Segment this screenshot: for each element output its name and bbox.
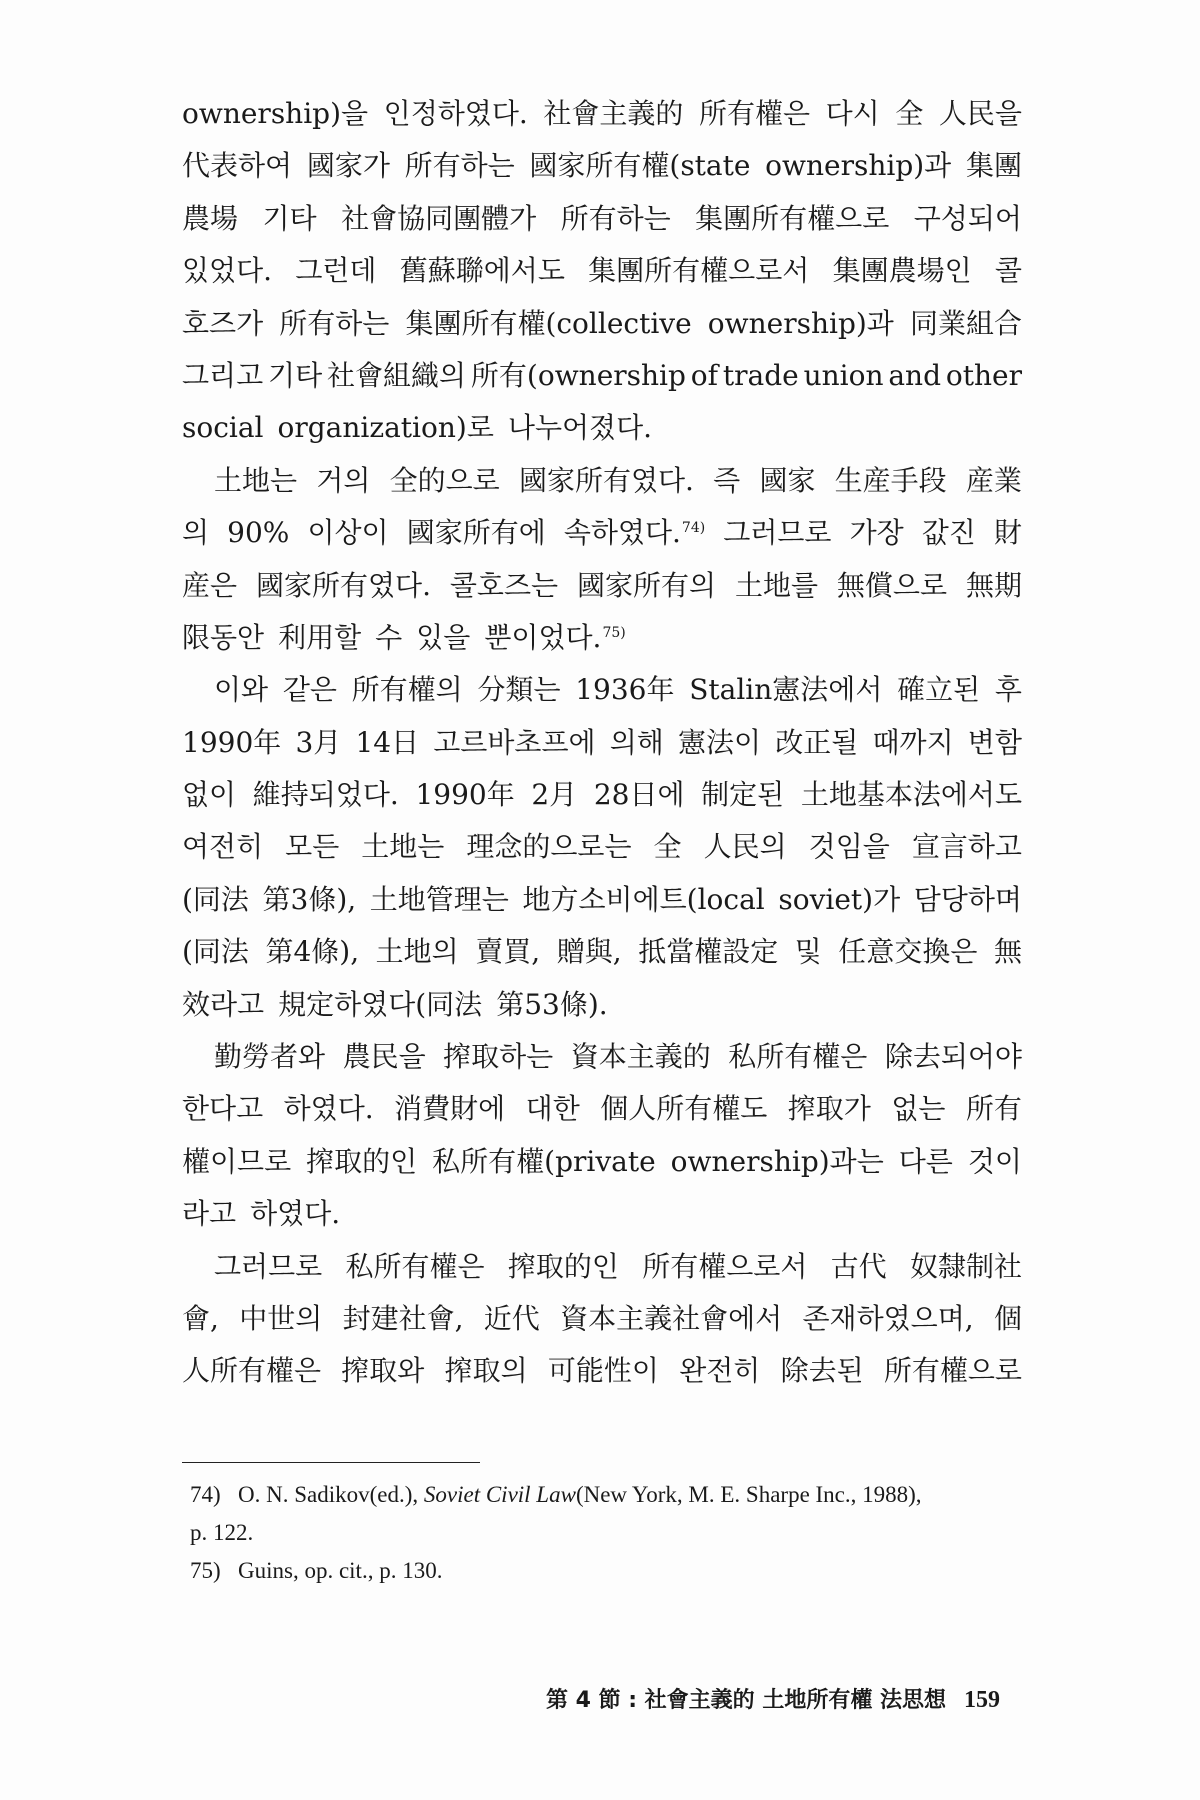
- word: 같은: [282, 673, 337, 707]
- word: 변함: [967, 725, 1022, 759]
- word: 資本主義社會에서: [560, 1301, 783, 1335]
- word: 集團所有權으로서: [588, 254, 810, 288]
- word: 所有權은: [698, 97, 811, 130]
- word: 社會組織의: [326, 358, 467, 392]
- word: 이와: [214, 673, 269, 707]
- word: 이상이: [307, 516, 389, 550]
- word: 搾取의: [444, 1354, 528, 1388]
- word: 所有하는: [404, 149, 515, 183]
- word: 全: [895, 97, 924, 130]
- footnote-ref-75: 75): [602, 624, 626, 641]
- word: ownership)과: [707, 306, 894, 340]
- word: 그리고: [182, 358, 264, 392]
- word: 나누어졌다.: [507, 411, 653, 445]
- word: 搾取가: [787, 1092, 871, 1126]
- word: 없는: [891, 1092, 946, 1126]
- word: 改正될: [775, 725, 859, 759]
- text-line: [182, 298, 1022, 350]
- word: social: [182, 411, 264, 445]
- text-line: [182, 821, 1022, 873]
- word: 集團農場인: [832, 254, 972, 288]
- word: 대한: [525, 1092, 580, 1126]
- word: 所有하는: [279, 306, 390, 340]
- word: 生産手段: [834, 463, 947, 497]
- word: 있었다.: [182, 254, 273, 288]
- word: ownership)과는: [670, 1144, 884, 1178]
- word: 土地管理는: [369, 882, 509, 916]
- word: 28日에: [593, 778, 685, 812]
- text-line: [182, 193, 1022, 245]
- footnote-divider: [182, 1462, 480, 1463]
- word: 全: [653, 830, 682, 864]
- running-footer: [546, 1683, 1000, 1714]
- word: 社會主義的: [543, 97, 684, 130]
- footnote-74-continuation: p. 122.: [190, 1520, 254, 1545]
- word: 土地는: [214, 463, 298, 497]
- word: 모든: [285, 830, 340, 864]
- word: 콜호즈는: [449, 568, 559, 602]
- word: 그러므로: [214, 1249, 323, 1283]
- word: 없이: [182, 778, 237, 812]
- word: 舊蘇聯에서도: [399, 254, 565, 288]
- word: 다른: [898, 1144, 953, 1178]
- text-line: [182, 769, 1022, 821]
- word: 確立된: [897, 673, 981, 707]
- word: 土地는: [361, 830, 445, 864]
- word: 기타: [262, 201, 317, 235]
- word: 分類는: [477, 673, 561, 707]
- word: 그런데: [295, 254, 377, 288]
- word: 地方소비에트(local: [522, 882, 765, 916]
- word: 産은: [182, 568, 238, 602]
- text-line: [182, 245, 1022, 297]
- word: 뿐이었다.$^{75)}$: [484, 620, 626, 654]
- text-line: [182, 455, 1022, 507]
- word: 宣言하고: [911, 830, 1022, 864]
- word: 勤勞者와: [214, 1040, 326, 1074]
- word: organization)로: [277, 411, 494, 445]
- text-line: [182, 926, 1022, 978]
- word: 私所有權은: [728, 1040, 868, 1074]
- word: 그러므로: [723, 516, 832, 550]
- word: 古代: [830, 1249, 887, 1283]
- running-footer-section: 第 4 節 : 社會主義的 土地所有權 法思想: [545, 1688, 946, 1713]
- body-text: [182, 88, 1022, 1398]
- word: 近代: [483, 1301, 540, 1335]
- word: 集團所有權으로: [695, 201, 890, 235]
- word: 資本主義的: [570, 1040, 711, 1074]
- word: 호즈가: [182, 306, 264, 340]
- word: 限동안: [182, 620, 265, 654]
- word: 維持되었다.: [252, 778, 399, 812]
- word: 所有: [965, 1092, 1022, 1126]
- word: 搾取와: [341, 1354, 425, 1388]
- word: and: [888, 358, 942, 392]
- word: 奴隸制社: [909, 1249, 1022, 1283]
- word: 私所有權(private: [432, 1144, 656, 1178]
- word: 農場: [182, 201, 239, 235]
- word: 人民의: [703, 830, 787, 864]
- text-line: [182, 1188, 1022, 1240]
- footnote-book-title: Soviet Civil Law: [423, 1482, 576, 1507]
- footnote-75: [190, 1552, 1030, 1590]
- word: 담당하며: [913, 882, 1022, 916]
- word: 所有權으로: [883, 1354, 1022, 1388]
- word: 후: [994, 673, 1022, 707]
- word: 所有權의: [351, 673, 463, 707]
- word: 集團: [965, 149, 1022, 183]
- footnote-text: Guins, op. cit., p. 130.: [238, 1558, 443, 1583]
- word: 것임을: [808, 830, 890, 864]
- word: 中世의: [239, 1301, 323, 1335]
- word: 集團所有權(collective: [405, 306, 692, 340]
- word: 14日: [355, 725, 420, 759]
- word: 憲法이: [678, 725, 762, 759]
- word: 구성되어: [913, 201, 1022, 235]
- word: 가장: [849, 516, 904, 550]
- word: 國家所有에: [406, 516, 546, 550]
- word: 國家: [759, 463, 816, 497]
- word: 第53條).: [496, 987, 608, 1021]
- word: 國家所有였다.: [518, 463, 694, 497]
- word: (同法: [182, 882, 249, 916]
- word: 第3條),: [262, 882, 357, 916]
- word: 農民을: [342, 1040, 426, 1074]
- word: 私所有權은: [345, 1249, 485, 1283]
- word: 國家所有였다.: [255, 568, 431, 602]
- word: 無償으로: [836, 568, 948, 602]
- word: 즉: [713, 463, 741, 497]
- word: 可能性이: [547, 1354, 659, 1388]
- text-line: [182, 402, 1022, 454]
- word: trade: [722, 358, 799, 392]
- word: 理念的으로는: [466, 830, 632, 864]
- word: 1936年: [575, 673, 675, 707]
- footnotes: [190, 1476, 1030, 1590]
- word: 除去된: [780, 1354, 864, 1388]
- text-line: [182, 1136, 1022, 1188]
- word: 土地의: [375, 935, 459, 969]
- word: 所有하는: [560, 201, 671, 235]
- word: 第4條),: [265, 935, 360, 969]
- text-line: [182, 979, 1022, 1031]
- word: Stalin憲法에서: [689, 673, 883, 707]
- word: other: [945, 358, 1022, 392]
- word: 콜: [994, 254, 1022, 288]
- word: 權이므로: [182, 1144, 292, 1178]
- text-line: [182, 1293, 1022, 1345]
- word: 있을: [416, 620, 471, 654]
- text-line: [182, 1241, 1022, 1293]
- word: 한다고: [182, 1092, 264, 1126]
- word: 贈與,: [556, 935, 622, 969]
- text-line: [182, 1031, 1022, 1083]
- word: 1990年: [415, 778, 515, 812]
- word: ownership)을: [182, 97, 369, 130]
- word: 會,: [182, 1301, 219, 1335]
- word: 利用할: [278, 620, 362, 654]
- text-line: [182, 140, 1022, 192]
- page-number: 159: [964, 1687, 1000, 1713]
- footnote-number: 75): [190, 1558, 221, 1583]
- word: of: [690, 358, 719, 392]
- word: 존재하였으며,: [802, 1301, 974, 1335]
- text-line-with-footnote-ref: [182, 612, 1022, 664]
- text-line: [182, 350, 1022, 402]
- text-line: [182, 560, 1022, 612]
- word: ownership)과: [765, 149, 952, 183]
- word: 하였다.: [283, 1092, 374, 1126]
- word: 消費財에: [394, 1092, 506, 1126]
- word: 완전히: [679, 1354, 761, 1388]
- word: 土地를: [734, 568, 819, 602]
- word: 社會協同團體가: [341, 201, 537, 235]
- text-line: [182, 1345, 1022, 1397]
- word: 抵當權設定: [638, 935, 779, 969]
- word: 90%: [227, 516, 290, 550]
- footnote-author: O. N. Sadikov(ed.),: [238, 1482, 419, 1507]
- word: 3月: [295, 725, 342, 759]
- word: 産業: [965, 463, 1022, 497]
- word: 土地基本法에서도: [800, 778, 1022, 812]
- word: 封建社會,: [342, 1301, 464, 1335]
- word: 여전히: [182, 830, 264, 864]
- word: 수: [375, 620, 403, 654]
- word: 搾取的인: [306, 1144, 418, 1178]
- text-line: [182, 1083, 1022, 1135]
- word: 人所有權은: [182, 1354, 322, 1388]
- word: 效라고: [182, 987, 265, 1021]
- word: 無期: [965, 568, 1022, 602]
- word: 다시: [825, 97, 880, 130]
- word: 國家가: [306, 149, 390, 183]
- word: 거의: [316, 463, 371, 497]
- word: 하였다.: [250, 1197, 341, 1231]
- word: 人民을: [938, 97, 1022, 130]
- word: 1990年: [182, 725, 282, 759]
- word: 所有(ownership: [470, 358, 686, 392]
- word: 기타: [268, 358, 323, 392]
- text-line-with-footnote-ref: [182, 507, 1022, 559]
- word: 除去되어야: [884, 1040, 1022, 1074]
- text-line: [182, 874, 1022, 926]
- word: 全的으로: [389, 463, 500, 497]
- word: soviet)가: [778, 882, 901, 916]
- word: 代表하여: [182, 149, 293, 183]
- text-line: [182, 664, 1022, 716]
- word: 個: [993, 1301, 1022, 1335]
- word: 것이: [967, 1144, 1022, 1178]
- footnote-publisher: (New York, M. E. Sharpe Inc., 1988),: [575, 1482, 922, 1507]
- word: 의해: [609, 725, 664, 759]
- word: 賣買,: [475, 935, 541, 969]
- word: 所有權으로서: [642, 1249, 808, 1283]
- word: 搾取하는: [443, 1040, 554, 1074]
- word: 制定된: [701, 778, 785, 812]
- word: 및: [794, 935, 822, 969]
- word: 속하였다.$^{74)}$: [563, 516, 706, 550]
- word: 때까지: [872, 725, 954, 759]
- text-line: [182, 717, 1022, 769]
- word: 國家所有의: [576, 568, 717, 602]
- word: 國家所有權(state: [529, 149, 751, 183]
- word: 財: [993, 516, 1022, 550]
- word: 인정하였다.: [383, 97, 528, 130]
- text-line: [182, 88, 1022, 140]
- word: 의: [182, 516, 210, 550]
- footnote-number: 74): [190, 1482, 221, 1507]
- word: 2月: [531, 778, 578, 812]
- word: 規定하였다(同法: [278, 987, 483, 1021]
- word: union: [803, 358, 884, 392]
- footnote-74: [190, 1476, 1030, 1514]
- word: 任意交換은: [838, 935, 978, 969]
- word: 라고: [182, 1197, 237, 1231]
- word: 값진: [921, 516, 976, 550]
- word: 個人所有權도: [600, 1092, 768, 1126]
- word: 고르바초프에: [433, 725, 596, 759]
- word: 搾取的인: [507, 1249, 619, 1283]
- word: 無: [993, 935, 1022, 969]
- word: (同法: [182, 935, 249, 969]
- footnote-ref-74: 74): [681, 519, 706, 536]
- word: 同業組合: [909, 306, 1022, 340]
